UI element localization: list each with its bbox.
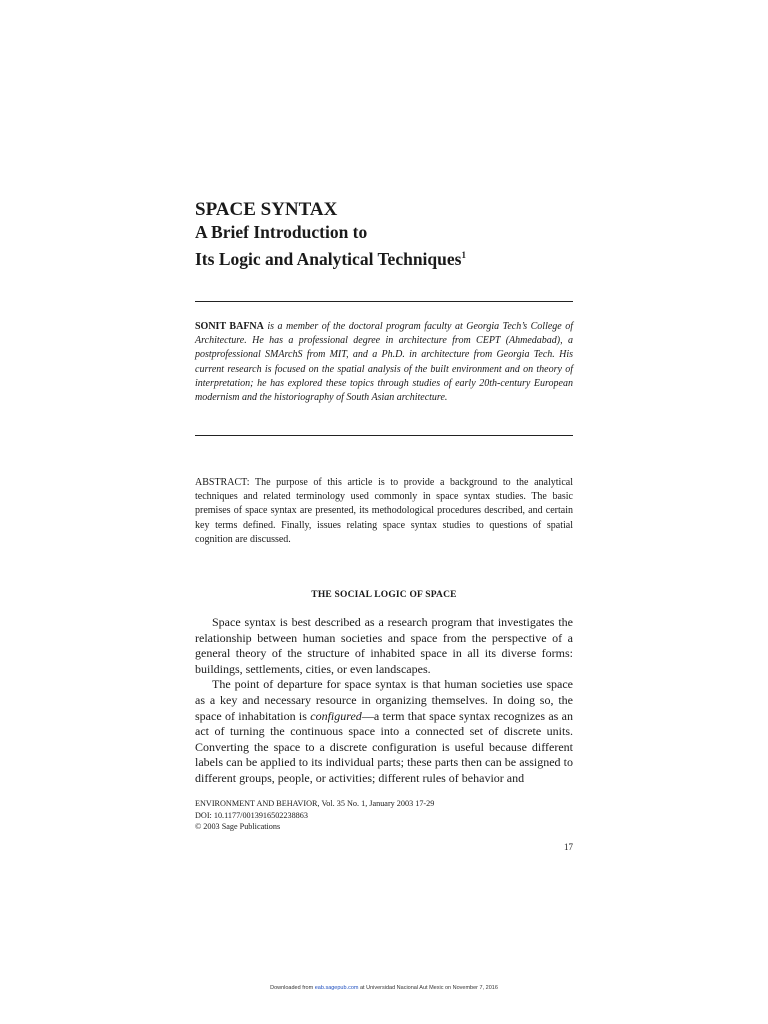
abstract: ABSTRACT: The purpose of this article is to provide a background to the analytical techniques and related terminology used commonly in space syntax studies. The basic premises of space syntax are presented, its methodological procedures described, and certain key terms defined. Finally, issues relating space syntax studies to questions of spatial cognition are discussed. [195,477,573,545]
divider-bottom [195,435,573,436]
author-bio [195,320,573,405]
page-number: 17 [564,842,573,852]
source-link[interactable]: eab.sagepub.com [314,985,359,991]
doi: DOI: 10.1177/0013916502238863 [195,810,308,820]
author-bio-text: is a member of the doctoral program faculty at Georgia Tech’s College of Architecture. He has a professional degree in architecture from CEPT (Ahmedabad), a postprofessional SMArchS from MIT, and a Ph.D. in architecture from Georgia Tech. His current research is focused on the spatial analysis of the built environment and on theory of interpretation; he has explored these topics through studies of early 20th-century European modernism and the historiography of South Asian architecture. [195,321,573,404]
title-subtitle-line2: Its Logic and Analytical Techniques$^1$ [195,249,466,269]
body-text [195,615,573,787]
title-subtitle-line1: A Brief Introduction to [195,222,368,242]
divider-top [195,301,573,302]
copyright: © 2003 Sage Publications [195,822,281,831]
author-name: SONIT BAFNA [195,321,264,332]
paragraph: The point of departure for space syntax is that human societies use space as a key and necessary resource in organizing themselves. In doing so, the space of inhabitation is configured—a term that space syntax recognizes as an act of turning the continuous space into a connected set of discrete units. Converting the space to a discrete configuration is useful because different labels can be applied to its individual parts; these parts then can be assigned to different groups, people, or activities; different rules of behavior and [195,677,573,785]
journal-info [195,798,573,833]
footnote-marker: 1 [461,250,466,260]
title-main: SPACE SYNTAX [195,199,338,220]
paragraph: Space syntax is best described as a research program that investigates the relationship between human societies and space from the perspective of a general theory of the structure of inhabited space in all its diverse forms: buildings, settlements, cities, or even landscapes. [195,615,573,676]
article-title [195,198,575,271]
download-note: Downloaded from eab.sagepub.com at Universidad Nacional Aut Mexic on November 7, 2016 [270,985,498,991]
section-heading: THE SOCIAL LOGIC OF SPACE [311,590,457,600]
italic-term: configured [310,708,362,723]
journal-citation: ENVIRONMENT AND BEHAVIOR, Vol. 35 No. 1, January 2003 17-29 [195,799,435,808]
